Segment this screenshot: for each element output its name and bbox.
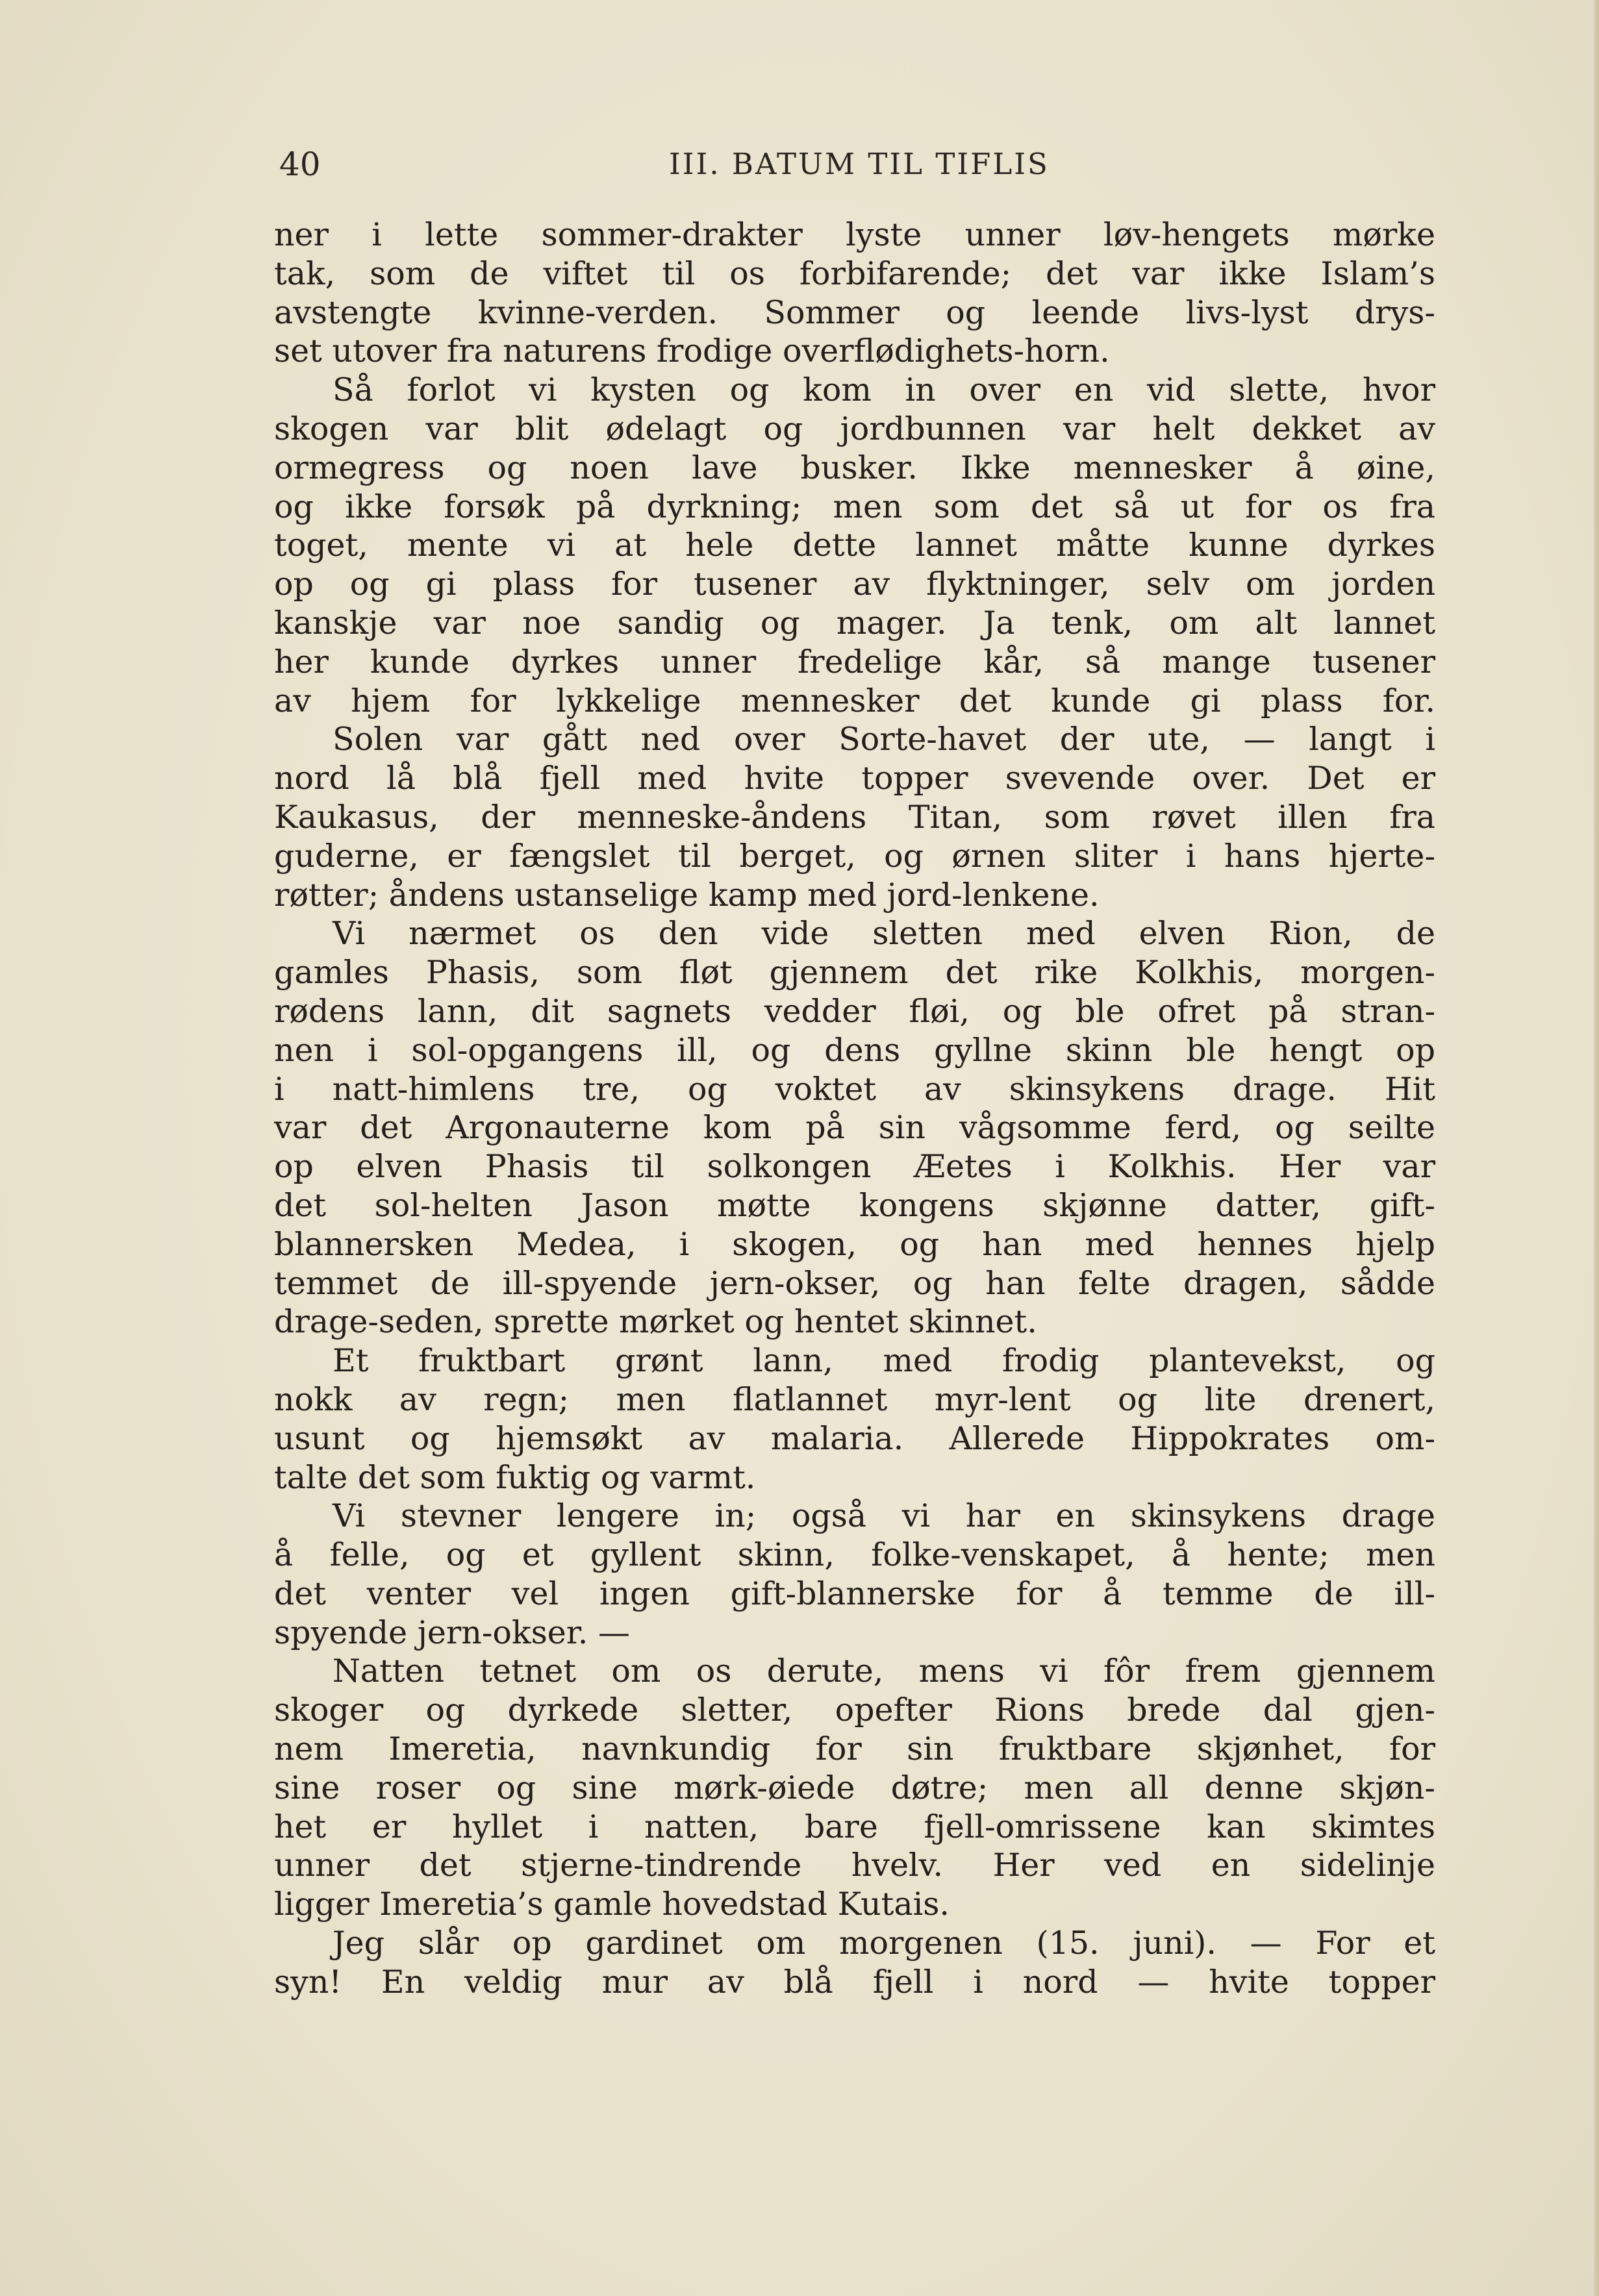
page-edge bbox=[1594, 0, 1599, 2296]
text-line: avstengte kvinne-verden. Sommer og leende livs-lyst drys- bbox=[274, 293, 1435, 331]
text-line: og ikke forsøk på dyrkning; men som det så ut for os fra bbox=[274, 488, 1435, 525]
text-line: blannersken Medea, i skogen, og han med hennes hjelp bbox=[274, 1225, 1435, 1263]
text-line: het er hyllet i natten, bare fjell-omrissene kan skimtes bbox=[274, 1808, 1435, 1845]
body-text bbox=[274, 216, 1435, 2002]
text-line: Så forlot vi kysten og kom in over en vid slette, hvor bbox=[333, 371, 1435, 409]
text-line: nen i sol-opgangens ill, og dens gyllne skinn ble hengt op bbox=[274, 1031, 1435, 1069]
text-line: nem Imeretia, navnkundig for sin fruktbare skjønhet, for bbox=[274, 1730, 1435, 1768]
text-line: ormegress og noen lave busker. Ikke mennesker å øine, bbox=[274, 449, 1435, 486]
text-line: nokk av regn; men flatlannet myr-lent og lite drenert, bbox=[274, 1380, 1435, 1418]
text-line: kanskje var noe sandig og mager. Ja tenk, om alt lannet bbox=[274, 604, 1435, 642]
text-line: talte det som fuktig og varmt. bbox=[274, 1458, 756, 1496]
text-line: ner i lette sommer-drakter lyste unner løv-hengets mørke bbox=[274, 216, 1435, 253]
text-line: rødens lann, dit sagnets vedder fløi, og ble ofret på stran- bbox=[274, 992, 1435, 1030]
text-line: drage-seden, sprette mørket og hentet skinnet. bbox=[274, 1303, 1037, 1341]
text-line: her kunde dyrkes unner fredelige kår, så mange tusener bbox=[274, 643, 1435, 680]
text-line: var det Argonauterne kom på sin vågsomme ferd, og seilte bbox=[274, 1109, 1435, 1147]
text-line: sine roser og sine mørk-øiede døtre; men all denne skjøn- bbox=[274, 1769, 1435, 1806]
text-line: Solen var gått ned over Sorte-havet der ute, — langt i bbox=[333, 721, 1435, 758]
text-line: ligger Imeretia’s gamle hovedstad Kutais. bbox=[274, 1886, 950, 1923]
text-line: det sol-helten Jason møtte kongens skjønne datter, gift- bbox=[274, 1186, 1435, 1224]
text-line: i natt-himlens tre, og voktet av skinsykens drage. Hit bbox=[274, 1070, 1435, 1108]
text-line: å felle, og et gyllent skinn, folke-venskapet, å hente; men bbox=[274, 1536, 1435, 1574]
text-line: op og gi plass for tusener av flyktninger, selv om jorden bbox=[274, 566, 1435, 603]
text-line: det venter vel ingen gift-blannerske for å temme de ill- bbox=[274, 1575, 1435, 1612]
text-line: røtter; åndens ustanselige kamp med jord-lenkene. bbox=[274, 876, 1100, 914]
text-line: usunt og hjemsøkt av malaria. Allerede Hippokrates om- bbox=[274, 1419, 1435, 1457]
text-line: Natten tetnet om os derute, mens vi fôr frem gjennem bbox=[333, 1653, 1435, 1690]
text-line: toget, mente vi at hele dette lannet måtte kunne dyrkes bbox=[274, 527, 1435, 564]
text-line: op elven Phasis til solkongen Æetes i Kolkhis. Her var bbox=[274, 1148, 1435, 1186]
text-line: spyende jern-okser. — bbox=[274, 1614, 630, 1651]
text-line: Jeg slår op gardinet om morgenen (15. juni). — For et bbox=[333, 1925, 1435, 1962]
text-line: Kaukasus, der menneske-åndens Titan, som røvet illen fra bbox=[274, 798, 1435, 836]
running-head: III. BATUM TIL TIFLIS bbox=[669, 147, 1050, 181]
page-header bbox=[279, 142, 1435, 187]
text-line: unner det stjerne-tindrende hvelv. Her ved en sidelinje bbox=[274, 1847, 1435, 1884]
text-line: nord lå blå fjell med hvite topper svevende over. Det er bbox=[274, 760, 1435, 797]
text-line: skoger og dyrkede sletter, opefter Rions brede dal gjen- bbox=[274, 1691, 1435, 1729]
text-line: skogen var blit ødelagt og jordbunnen var helt dekket av bbox=[274, 410, 1435, 447]
text-line: Et fruktbart grønt lann, med frodig plantevekst, og bbox=[333, 1342, 1435, 1380]
text-line: gamles Phasis, som fløt gjennem det rike Kolkhis, morgen- bbox=[274, 954, 1435, 992]
text-line: Vi nærmet os den vide sletten med elven Rion, de bbox=[333, 915, 1435, 953]
text-line: guderne, er fængslet til berget, og ørnen sliter i hans hjerte- bbox=[274, 837, 1435, 875]
page-number: 40 bbox=[279, 145, 321, 183]
text-line: temmet de ill-spyende jern-okser, og han felte dragen, sådde bbox=[274, 1264, 1435, 1302]
text-line: syn! En veldig mur av blå fjell i nord — hvite topper bbox=[274, 1963, 1435, 2001]
text-line: av hjem for lykkelige mennesker det kunde gi plass for. bbox=[274, 682, 1435, 719]
text-line: tak, som de viftet til os forbifarende; det var ikke Islam’s bbox=[274, 255, 1435, 292]
text-line: set utover fra naturens frodige overflødighets-horn. bbox=[274, 332, 1110, 370]
text-line: Vi stevner lengere in; også vi har en skinsykens drage bbox=[333, 1497, 1435, 1535]
